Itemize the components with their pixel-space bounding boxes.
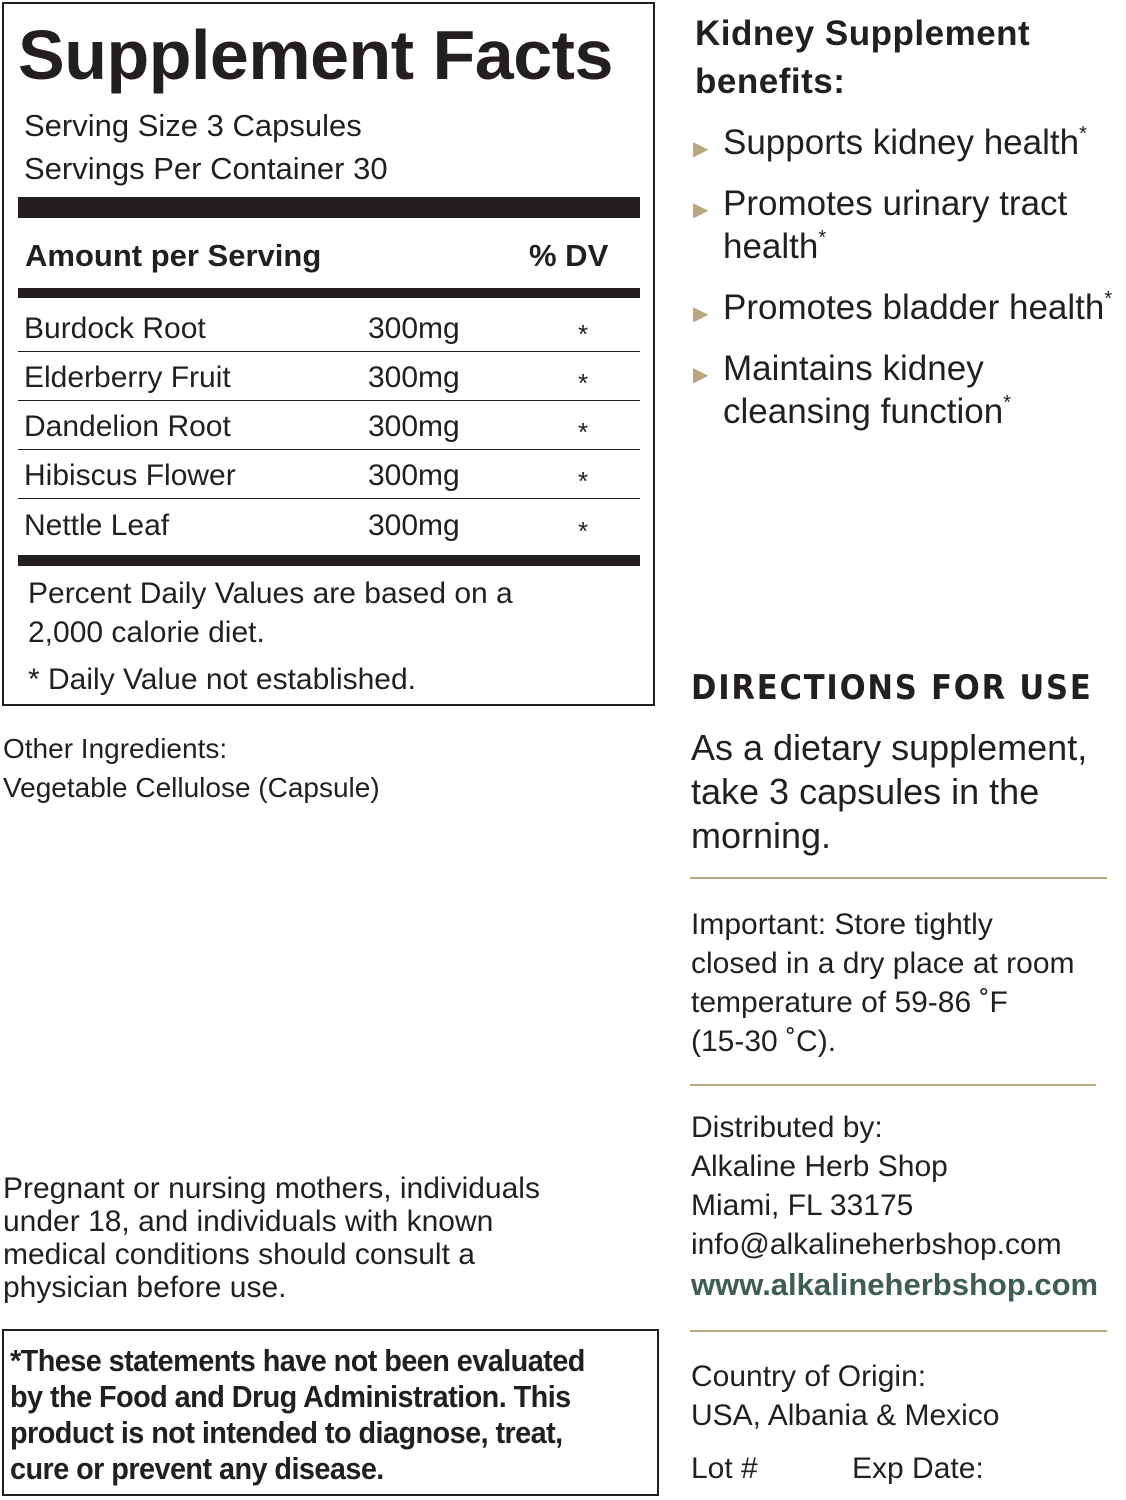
- bullet-triangle-icon: ▶: [693, 199, 709, 221]
- warning-line: medical conditions should consult a: [3, 1238, 475, 1271]
- ingredient-name: Elderberry Fruit: [24, 361, 231, 394]
- ingredient-name: Hibiscus Flower: [24, 459, 236, 492]
- benefit-asterisk: *: [818, 227, 827, 249]
- distributor-name: Alkaline Herb Shop: [691, 1150, 948, 1183]
- warning-line: Pregnant or nursing mothers, individuals: [3, 1172, 540, 1205]
- bullet-triangle-icon: ▶: [693, 303, 709, 325]
- distributor-address: Miami, FL 33175: [691, 1189, 914, 1222]
- benefit-text: Maintains kidney: [723, 349, 984, 388]
- lot-label: Lot #: [691, 1452, 758, 1485]
- benefit-text: Promotes urinary tract: [723, 184, 1068, 223]
- ingredient-amount: 300mg: [368, 509, 460, 542]
- disclaimer-line: cure or prevent any disease.: [10, 1451, 384, 1486]
- benefit-text: Promotes bladder health: [723, 288, 1105, 327]
- other-ingredients-label: Other Ingredients:: [3, 733, 228, 764]
- ingredient-row: [18, 401, 640, 450]
- bullet-triangle-icon: ▶: [693, 138, 709, 160]
- servings-per-container: Servings Per Container 30: [24, 151, 388, 186]
- footnote-line: Percent Daily Values are based on a: [28, 577, 513, 610]
- disclaimer-line: product is not intended to diagnose, treat,: [10, 1415, 563, 1450]
- footnote-line: 2,000 calorie diet.: [28, 616, 265, 649]
- benefits-title-line: Kidney Supplement: [695, 14, 1031, 53]
- warning-line: physician before use.: [3, 1271, 287, 1304]
- warning-text: [3, 1172, 643, 1304]
- benefits-title: [695, 10, 1030, 106]
- storage-line: Important: Store tightly: [691, 908, 993, 941]
- distributor-block: [691, 1108, 1062, 1264]
- ingredient-amount: 300mg: [368, 361, 460, 394]
- footnote-star: * Daily Value not established.: [28, 663, 417, 696]
- benefit-asterisk: *: [1003, 392, 1011, 414]
- other-ingredients-value: Vegetable Cellulose (Capsule): [3, 772, 380, 803]
- ingredient-name: Nettle Leaf: [24, 509, 170, 542]
- serving-size: Serving Size 3 Capsules: [24, 108, 362, 143]
- benefit-text: health: [723, 227, 819, 266]
- storage-line: temperature of 59-86 ˚F: [691, 986, 1008, 1019]
- ingredient-dv: *: [578, 368, 589, 398]
- benefit-text: cleansing function: [723, 392, 1004, 431]
- ingredient-dv: *: [578, 417, 589, 447]
- benefit-text: Supports kidney health: [723, 123, 1080, 162]
- ingredient-dv: *: [578, 319, 589, 349]
- ingredient-amount: 300mg: [368, 459, 460, 492]
- origin-label: Country of Origin:: [691, 1360, 927, 1393]
- disclaimer-line: *These statements have not been evaluated: [10, 1343, 585, 1378]
- benefit-asterisk: *: [1079, 123, 1087, 145]
- thick-divider: [18, 197, 640, 218]
- directions-line: As a dietary supplement,: [691, 727, 1088, 768]
- ingredient-name: Burdock Root: [24, 312, 206, 345]
- origin-block: [691, 1357, 999, 1435]
- ingredient-row: [18, 303, 640, 352]
- website-link[interactable]: www.alkalineherbshop.com: [691, 1267, 1099, 1302]
- exp-date-label: Exp Date:: [852, 1452, 984, 1485]
- warning-line: under 18, and individuals with known: [3, 1205, 494, 1238]
- directions-line: morning.: [691, 815, 832, 856]
- directions-text: [691, 726, 1087, 858]
- disclaimer-line: by the Food and Drug Administration. This: [10, 1379, 571, 1414]
- ingredient-row: [18, 450, 640, 499]
- distributor-email: info@alkalineherbshop.com: [691, 1228, 1062, 1261]
- ingredient-amount: 300mg: [368, 410, 460, 443]
- ingredient-amount: 300mg: [368, 312, 460, 345]
- gold-divider: [690, 877, 1107, 879]
- bottom-divider: [18, 555, 640, 566]
- ingredient-row: [18, 500, 640, 549]
- distributor-label: Distributed by:: [691, 1111, 883, 1144]
- origin-value: USA, Albania & Mexico: [691, 1399, 1000, 1432]
- storage-line: closed in a dry place at room: [691, 947, 1075, 980]
- storage-text: [691, 905, 1075, 1061]
- gold-divider: [690, 1084, 1096, 1086]
- ingredient-dv: *: [578, 466, 589, 496]
- benefit-asterisk: *: [1104, 288, 1113, 310]
- ingredient-row: [18, 352, 640, 401]
- ingredient-name: Dandelion Root: [24, 410, 231, 443]
- dv-header: % DV: [529, 238, 609, 273]
- facts-title: Supplement Facts: [18, 16, 613, 94]
- fda-disclaimer: [10, 1343, 605, 1487]
- ingredient-dv: *: [578, 516, 589, 546]
- bullet-triangle-icon: ▶: [693, 364, 709, 386]
- directions-line: take 3 capsules in the: [691, 771, 1040, 812]
- directions-title: DIRECTIONS FOR USE: [691, 668, 1093, 708]
- medium-divider: [18, 288, 640, 298]
- amount-per-serving-header: Amount per Serving: [25, 238, 322, 273]
- gold-divider: [690, 1330, 1107, 1332]
- benefits-title-line: benefits:: [695, 62, 846, 101]
- storage-line: (15-30 ˚C).: [691, 1025, 837, 1058]
